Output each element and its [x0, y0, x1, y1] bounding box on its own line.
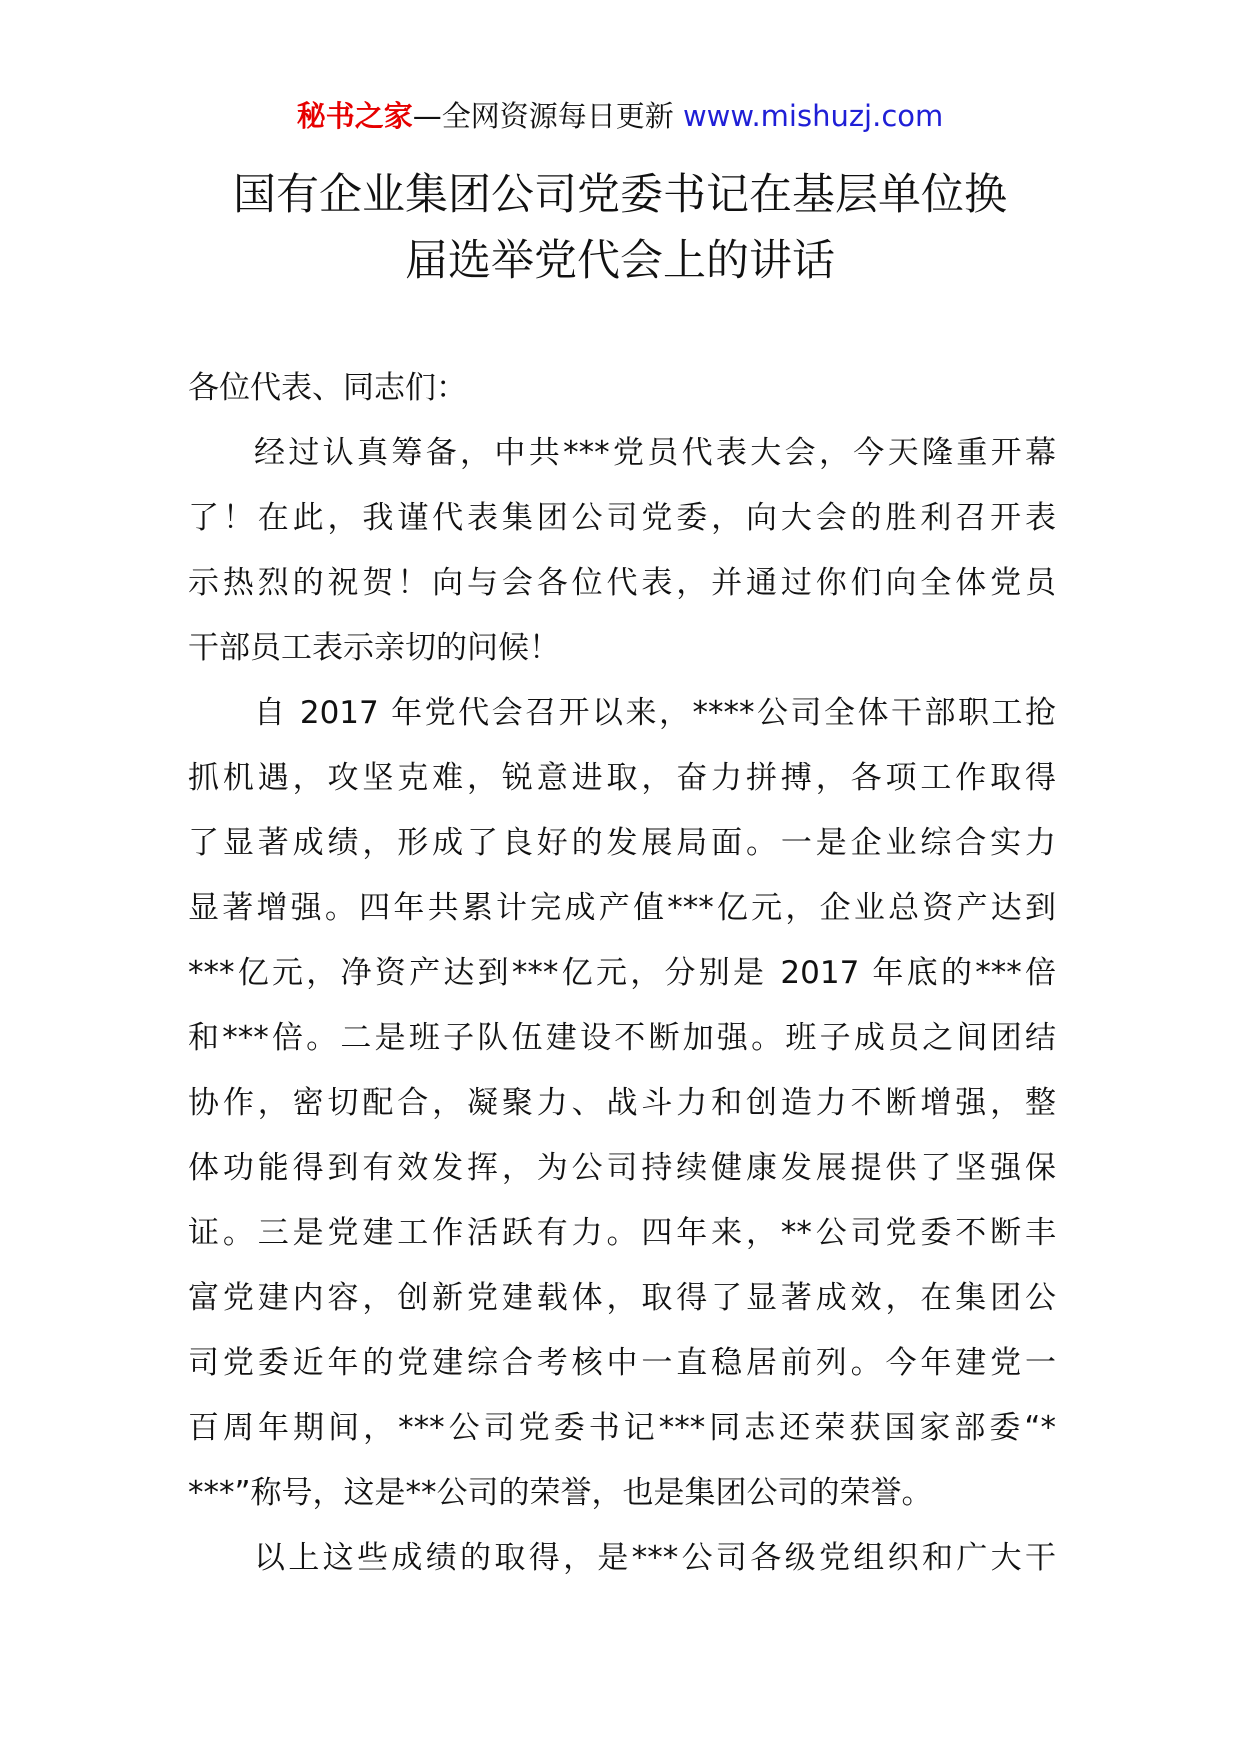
title-line-1: 国有企业集团公司党委书记在基层单位换: [233, 170, 1007, 220]
body-line: 证。三是党建工作活跃有力。四年来，**公司党委不断丰: [188, 1215, 1056, 1251]
body-line: 示热烈的祝贺！向与会各位代表，并通过你们向全体党员: [188, 565, 1056, 601]
header-tagline: —全网资源每日更新: [412, 99, 683, 133]
body-line: 和***倍。二是班子队伍建设不断加强。班子成员之间团结: [188, 1020, 1056, 1056]
salutation: 各位代表、同志们：: [188, 370, 467, 406]
body-line: ***”称号，这是**公司的荣誉，也是集团公司的荣誉。: [188, 1475, 933, 1511]
document-title: [150, 162, 1090, 294]
body-line: 司党委近年的党建综合考核中一直稳居前列。今年建党一: [188, 1345, 1056, 1381]
body-line: 富党建内容，创新党建载体，取得了显著成效，在集团公: [188, 1280, 1056, 1316]
site-header: [0, 96, 1240, 136]
body-line: 百周年期间，***公司党委书记***同志还荣获国家部委“*: [188, 1410, 1056, 1446]
body-line: 抓机遇，攻坚克难，锐意进取，奋力拼搏，各项工作取得: [188, 760, 1056, 796]
body-line: 干部员工表示亲切的问候！: [188, 630, 560, 666]
document-body: [188, 356, 1056, 1591]
body-line: ***亿元，净资产达到***亿元，分别是 2017 年底的***倍: [188, 955, 1056, 991]
body-line: 了显著成绩，形成了良好的发展局面。一是企业综合实力: [188, 825, 1056, 861]
body-line: 协作，密切配合，凝聚力、战斗力和创造力不断增强，整: [188, 1085, 1056, 1121]
body-line: 显著增强。四年共累计完成产值***亿元，企业总资产达到: [188, 890, 1056, 926]
body-line: 自 2017 年党代会召开以来，****公司全体干部职工抢: [254, 695, 1056, 731]
body-line: 经过认真筹备，中共***党员代表大会，今天隆重开幕: [254, 435, 1056, 471]
body-line: 以上这些成绩的取得，是***公司各级党组织和广大干: [254, 1540, 1056, 1576]
site-url-link[interactable]: www.mishuzj.com: [682, 99, 944, 133]
body-line: 体功能得到有效发挥，为公司持续健康发展提供了坚强保: [188, 1150, 1056, 1186]
body-line: 了！在此，我谨代表集团公司党委，向大会的胜利召开表: [188, 500, 1056, 536]
title-line-2: 届选举党代会上的讲话: [405, 236, 835, 286]
brand-name: 秘书之家: [296, 99, 413, 133]
